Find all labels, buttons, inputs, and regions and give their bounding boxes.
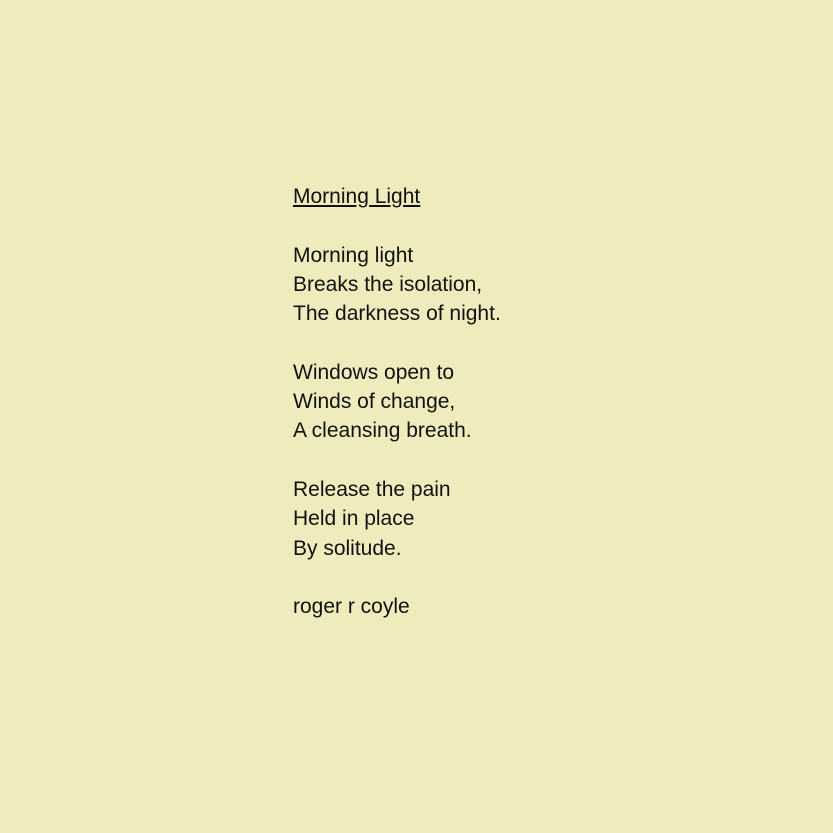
poem-line: Morning light: [293, 243, 414, 267]
poem-title: Morning Light: [293, 185, 421, 208]
poem-line: Release the pain: [293, 477, 451, 501]
poem: [293, 182, 713, 621]
poem-line: Winds of change,: [293, 390, 456, 414]
blank-line: [293, 563, 713, 592]
poem-line: Held in place: [293, 507, 415, 531]
blank-line: [293, 446, 713, 475]
stanza-3: [293, 475, 713, 563]
poem-line: Windows open to: [293, 360, 455, 384]
stanza-2: [293, 358, 713, 446]
stanza-1: [293, 241, 713, 329]
poem-line: A cleansing breath.: [293, 419, 472, 443]
blank-line: [293, 211, 713, 240]
poem-line: By solitude.: [293, 536, 402, 560]
poem-author: roger r coyle: [293, 595, 410, 619]
poem-line: Breaks the isolation,: [293, 272, 483, 296]
poem-line: The darkness of night.: [293, 302, 501, 326]
blank-line: [293, 328, 713, 357]
